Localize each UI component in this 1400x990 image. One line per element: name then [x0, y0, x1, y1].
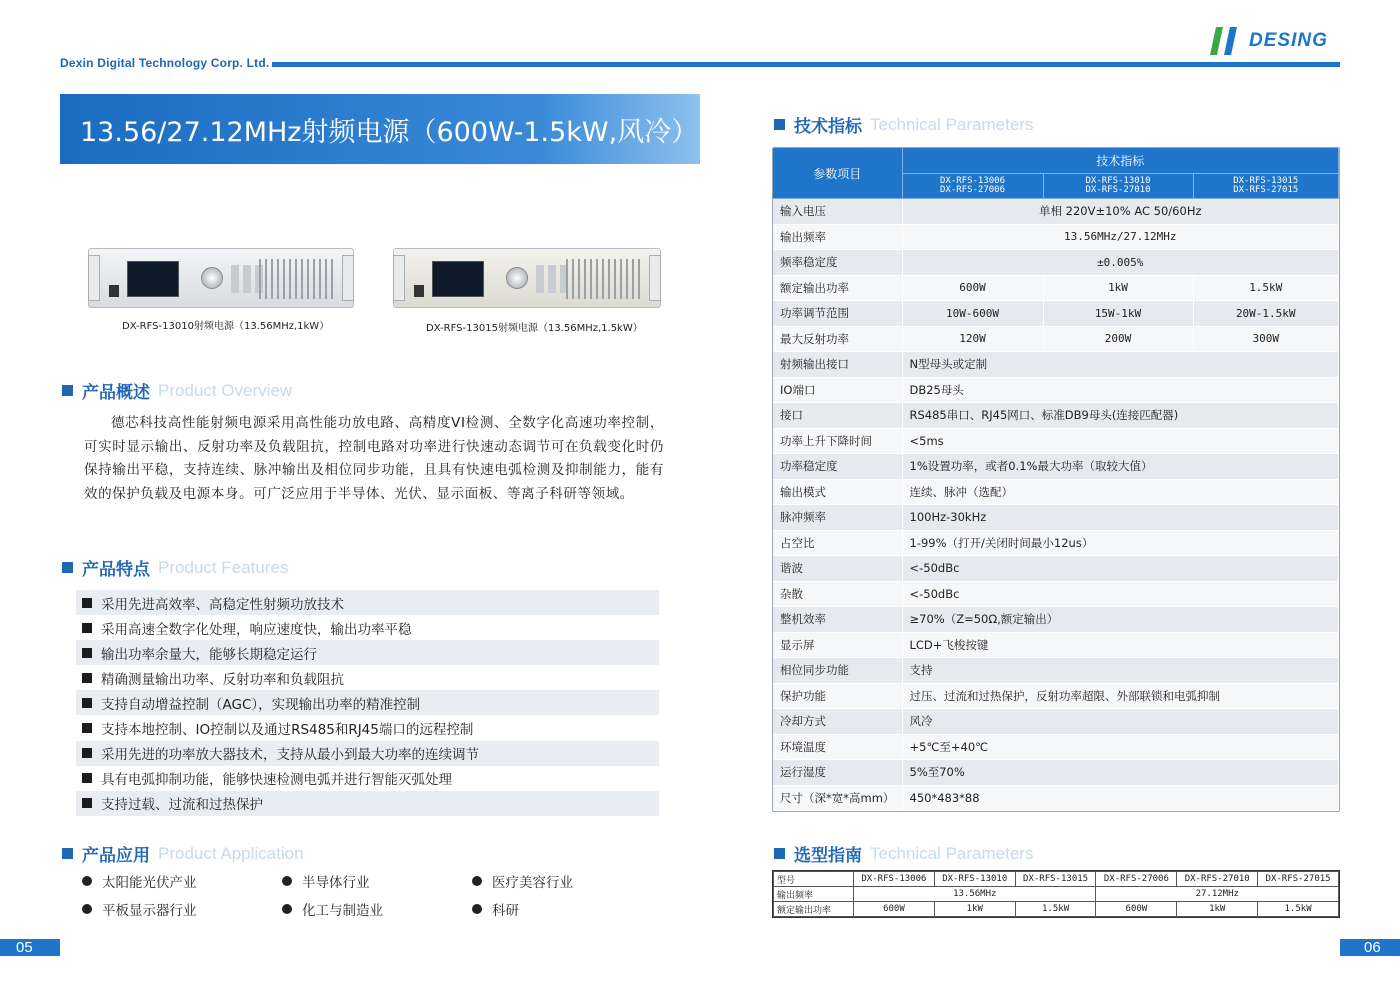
round-bullet-icon [472, 904, 482, 914]
table-row: 占空比 1-99%（打开/关闭时间最小12us） [773, 530, 1339, 556]
application-item: 太阳能光伏产业 [82, 871, 282, 891]
header-rule [272, 62, 1340, 67]
param-header: 参数项目 [773, 148, 902, 199]
round-bullet-icon [472, 876, 482, 886]
square-bullet-icon [62, 562, 73, 573]
application-item: 科研 [472, 899, 662, 919]
product-caption: DX-RFS-13010射频电源（13.56MHz,1kW） [122, 321, 330, 332]
square-bullet-icon [774, 848, 785, 859]
application-item: 化工与制造业 [282, 899, 472, 919]
application-item: 半导体行业 [282, 871, 472, 891]
square-bullet-icon [82, 698, 92, 708]
table-row: 型号 DX-RFS-13006 DX-RFS-13010 DX-RFS-13015 DX-RFS-27006 DX-RFS-27010 DX-RFS-27015 [774, 872, 1339, 887]
overview-heading: 产品概述 Product Overview [62, 378, 292, 403]
table-row: 脉冲频率 100Hz-30kHz [773, 505, 1339, 531]
table-row: 最大反射功率 120W 200W 300W [773, 326, 1339, 352]
table-row: 整机效率 ≥70%（Z=50Ω,额定输出） [773, 607, 1339, 633]
table-row: 输入电压 单相 220V±10% AC 50/60Hz [773, 199, 1339, 225]
product-caption: DX-RFS-13015射频电源（13.56MHz,1.5kW） [426, 323, 643, 334]
table-row: 额定输出功率 600W 1kW 1.5kW 600W 1kW 1.5kW [774, 902, 1339, 917]
table-row: 频率稳定度 ±0.005% [773, 250, 1339, 276]
square-bullet-icon [82, 623, 92, 633]
table-row: 显示屏 LCD+飞梭按键 [773, 632, 1339, 658]
table-row: IO端口 DB25母头 [773, 377, 1339, 403]
table-row: 输出模式 连续、脉冲（选配） [773, 479, 1339, 505]
table-row: 尺寸（深*宽*高mm） 450*483*88 [773, 785, 1339, 811]
company-name: Dexin Digital Technology Corp. Ltd. [60, 56, 270, 70]
page-number-right: 06 [1340, 939, 1400, 956]
square-bullet-icon [62, 848, 73, 859]
table-row: 输出频率 13.56MHz/27.12MHz [773, 224, 1339, 250]
table-row: 环境温度 +5℃至+40℃ [773, 734, 1339, 760]
table-row: 功率调节范围 10W-600W 15W-1kW 20W-1.5kW [773, 301, 1339, 327]
tech-spec-table [772, 147, 1340, 812]
square-bullet-icon [62, 385, 73, 396]
selection-table [772, 870, 1340, 918]
spec-header: 技术指标 [902, 148, 1339, 173]
square-bullet-icon [82, 598, 92, 608]
feature-item: 支持自动增益控制（AGC），实现输出功率的精准控制 [76, 690, 659, 715]
selection-heading: 选型指南 Technical Parameters [774, 841, 1033, 866]
feature-item: 采用高速全数字化处理，响应速度快，输出功率平稳 [76, 615, 659, 640]
overview-text: 德芯科技高性能射频电源采用高性能功放电路、高精度VI检测、全数字化高速功率控制，可实时显示输出、反射功率及负载阻抗，控制电路对功率进行快速动态调节可在负载变化时仍保持输出平稳，支持连续、脉冲输出及相位同步功能，且具有快速电弧检测及抑制能力，能有效的保护负载及电源本身。可广泛应用于半导体、光伏、显示面板、等离子科研等领域。 [84, 415, 664, 502]
logo-mark-icon [1205, 25, 1249, 57]
feature-item: 输出功率余量大，能够长期稳定运行 [76, 640, 659, 665]
tech-heading: 技术指标 Technical Parameters [774, 112, 1033, 137]
product-title: 13.56/27.12MHz射频电源（600W-1.5kW,风冷） [60, 94, 700, 164]
brand-logo [1205, 25, 1345, 57]
round-bullet-icon [282, 876, 292, 886]
table-row: 功率稳定度 1%设置功率，或者0.1%最大功率（取较大值） [773, 454, 1339, 480]
application-item: 平板显示器行业 [82, 899, 282, 919]
square-bullet-icon [82, 748, 92, 758]
table-row: 功率上升下降时间 <5ms [773, 428, 1339, 454]
square-bullet-icon [774, 119, 785, 130]
feature-item: 具有电弧抑制功能，能够快速检测电弧并进行智能灭弧处理 [76, 766, 659, 791]
round-bullet-icon [82, 876, 92, 886]
table-row: 输出频率 13.56MHz 27.12MHz [774, 887, 1339, 902]
table-row: 相位同步功能 支持 [773, 658, 1339, 684]
feature-item: 采用先进的功率放大器技术，支持从最小到最大功率的连续调节 [76, 741, 659, 766]
product-image-13015 [393, 248, 661, 308]
model-header: DX-RFS-13006 DX-RFS-27006 [902, 173, 1043, 199]
square-bullet-icon [82, 673, 92, 683]
application-item: 医疗美容行业 [472, 871, 662, 891]
table-row: 射频输出接口 N型母头或定制 [773, 352, 1339, 378]
table-row: 谐波 <-50dBc [773, 556, 1339, 582]
square-bullet-icon [82, 648, 92, 658]
square-bullet-icon [82, 798, 92, 808]
features-list [76, 590, 659, 816]
model-header: DX-RFS-13010 DX-RFS-27010 [1043, 173, 1193, 199]
table-row: 运行湿度 5%至70% [773, 760, 1339, 786]
square-bullet-icon [82, 723, 92, 733]
product-image-13010 [88, 248, 354, 308]
applications-heading: 产品应用 Product Application [62, 841, 304, 866]
feature-item: 支持过载、过流和过热保护 [76, 791, 659, 816]
table-row: 冷却方式 风冷 [773, 709, 1339, 735]
feature-item: 采用先进高效率、高稳定性射频功放技术 [76, 590, 659, 615]
features-heading: 产品特点 Product Features [62, 555, 288, 580]
feature-item: 精确测量输出功率、反射功率和负载阻抗 [76, 665, 659, 690]
model-header: DX-RFS-13015 DX-RFS-27015 [1193, 173, 1339, 199]
table-row: 额定输出功率 600W 1kW 1.5kW [773, 275, 1339, 301]
round-bullet-icon [282, 904, 292, 914]
page-number-left: 05 [0, 939, 60, 956]
feature-item: 支持本地控制、IO控制以及通过RS485和RJ45端口的远程控制 [76, 715, 659, 740]
round-bullet-icon [82, 904, 92, 914]
table-row: 保护功能 过压、过流和过热保护，反射功率超限、外部联锁和电弧抑制 [773, 683, 1339, 709]
table-row: 接口 RS485串口、RJ45网口、标准DB9母头(连接匹配器) [773, 403, 1339, 429]
table-row: 杂散 <-50dBc [773, 581, 1339, 607]
square-bullet-icon [82, 773, 92, 783]
applications-list [82, 871, 682, 919]
logo-text: DESING [1249, 30, 1328, 51]
